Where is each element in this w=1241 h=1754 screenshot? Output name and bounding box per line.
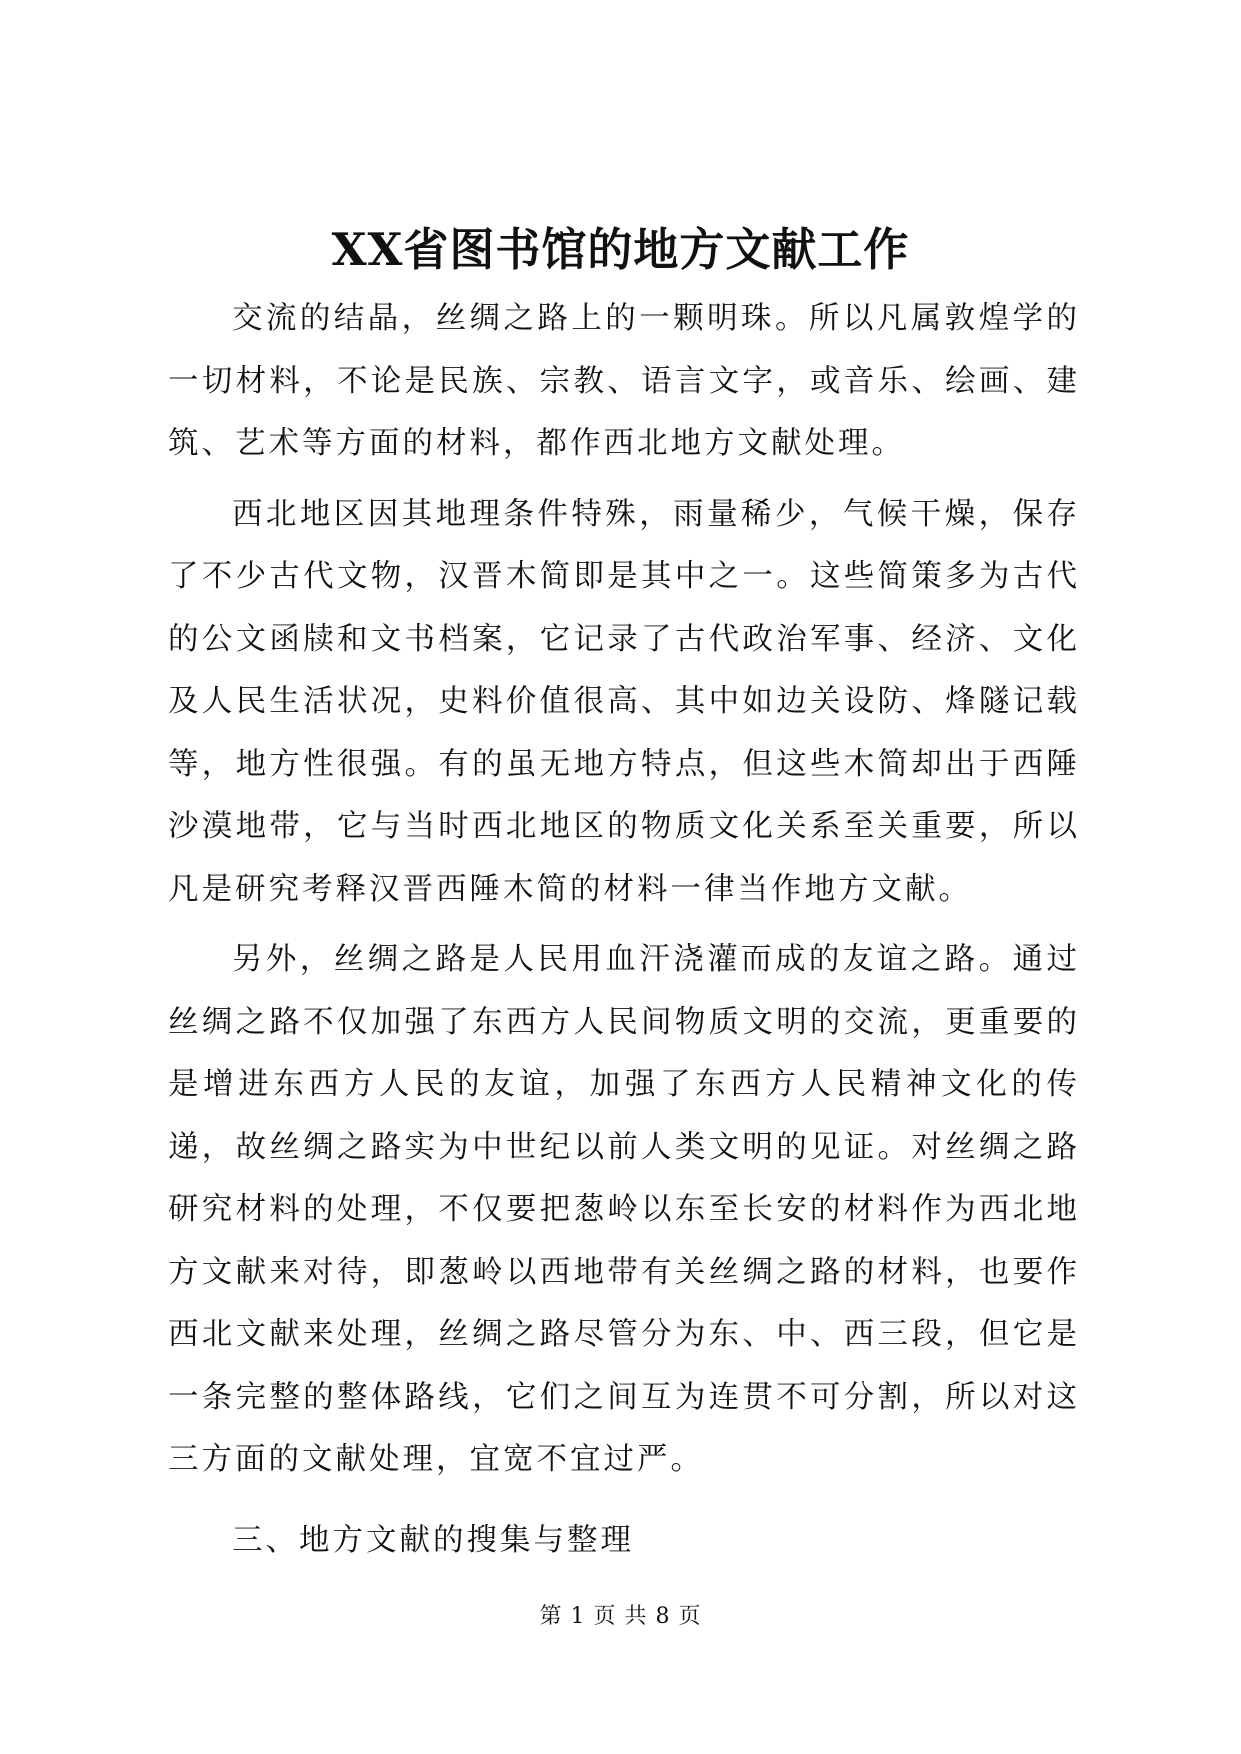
paragraph-dunhuang: 交流的结晶，丝绸之路上的一颗明珠。所以凡属敦煌学的一切材料，不论是民族、宗教、语言文字，或音乐、绘画、建筑、艺术等方面的材料，都作西北地方文献处理。 [168, 301, 1080, 461]
paragraph-silk-road: 另外，丝绸之路是人民用血汗浇灌而成的友谊之路。通过丝绸之路不仅加强了东西方人民间物质文明的交流，更重要的是增进东西方人民的友谊，加强了东西方人民精神文化的传递，故丝绸之路实为中世纪以前人类文明的见证。对丝绸之路研究材料的处理，不仅要把葱岭以东至长安的材料作为西北地方文献来对待，即葱岭以西地带有关丝绸之路的材料，也要作西北文献来处理，丝绸之路尽管分为东、中、西三段，但它是一条完整的整体路线，它们之间互为连贯不可分割，所以对这三方面的文献处理，宜宽不宜过严。 [168, 942, 1080, 1477]
document-title: XX省图书馆的地方文献工作 [331, 223, 910, 276]
document-body [168, 288, 1080, 1572]
page-number-footer: 第 1 页 共 8 页 [539, 1604, 702, 1629]
paragraph-wooden-slips: 西北地区因其地理条件特殊，雨量稀少，气候干燥，保存了不少古代文物，汉晋木简即是其中之一。这些简策多为古代的公文函牍和文书档案，它记录了古代政治军事、经济、文化及人民生活状况，史料价值很高、其中如边关设防、烽隧记载等，地方性很强。有的虽无地方特点，但这些木简却出于西陲沙漠地带，它与当时西北地区的物质文化关系至关重要，所以凡是研究考释汉晋西陲木简的材料一律当作地方文献。 [168, 496, 1080, 907]
section-heading: 三、地方文献的搜集与整理 [232, 1522, 634, 1558]
